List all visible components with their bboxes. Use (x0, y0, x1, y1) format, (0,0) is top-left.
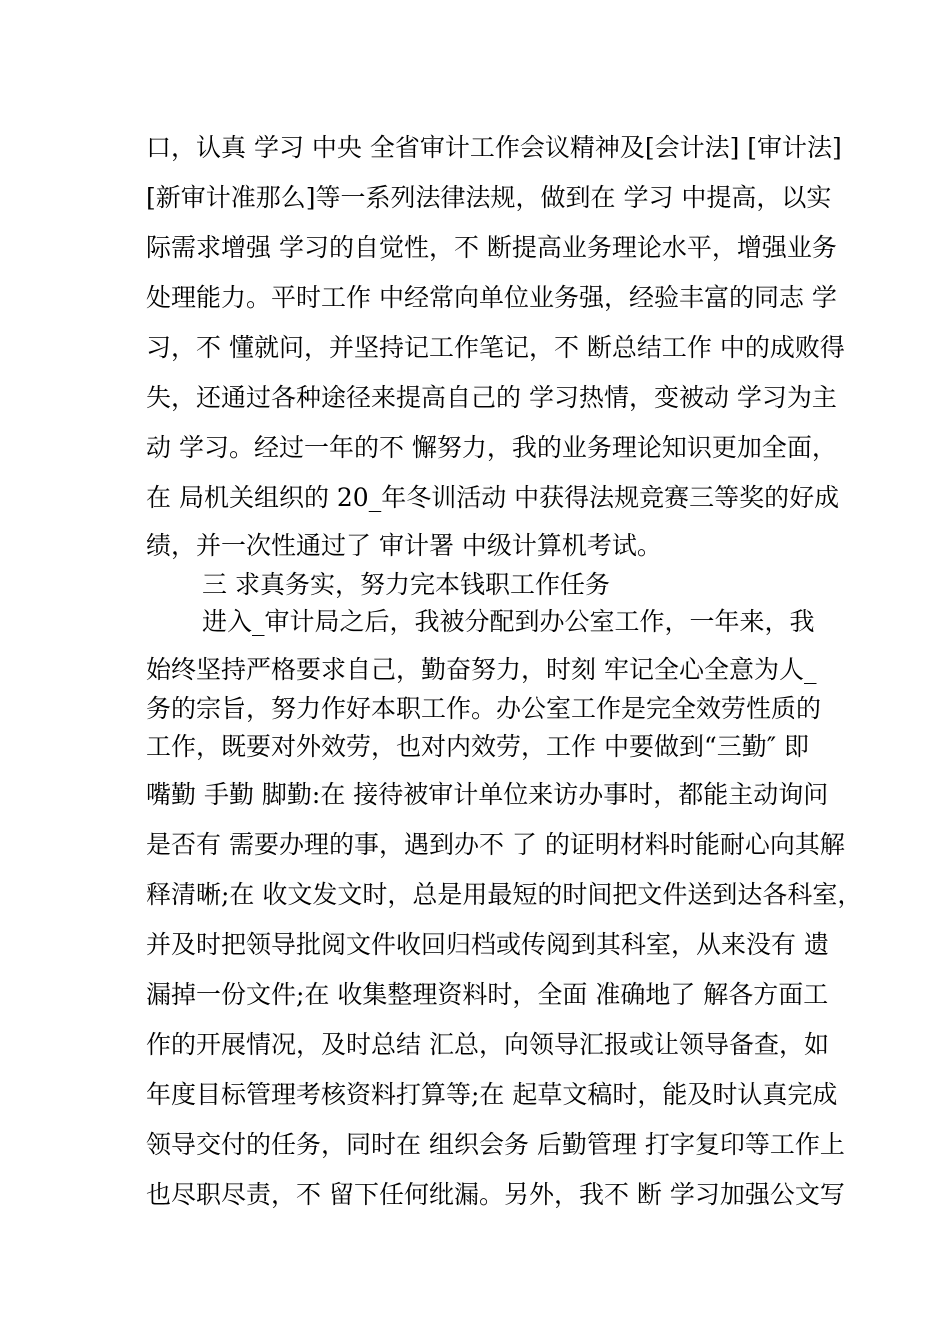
text-line: 也尽职尽责，不 留下任何纰漏。另外，我不 断 学习加强公文写 (146, 1180, 845, 1209)
text-line: 领导交付的任务，同时在 组织会务 后勤管理 打字复印等工作上 (146, 1130, 845, 1159)
text-line: 漏掉一份文件;在 收集整理资料时，全面 准确地了 解各方面工 (146, 980, 829, 1009)
text-line: 际需求增强 学习的自觉性，不 断提高业务理论水平，增强业务 (146, 233, 837, 262)
text-line: 作的开展情况，及时总结 汇总，向领导汇报或让领导备查，如 (146, 1030, 829, 1059)
text-line: 处理能力。平时工作 中经常向单位业务强，经验丰富的同志 学 (146, 283, 837, 312)
text-line: 在 局机关组织的 20_年冬训活动 中获得法规竞赛三等奖的好成 (146, 483, 840, 512)
text-line: [新审计准那么]等一系列法律法规，做到在 学习 中提高，以实 (146, 183, 832, 212)
text-line: 习，不 懂就问，并坚持记工作笔记，不 断总结工作 中的成败得 (146, 333, 845, 362)
text-line: 嘴勤 手勤 脚勤:在 接待被审计单位来访办事时，都能主动询问 (146, 780, 829, 809)
text-line: 并及时把领导批阅文件收回归档或传阅到其科室，从来没有 遗 (146, 930, 829, 959)
text-line: 年度目标管理考核资料打算等;在 起草文稿时，能及时认真完成 (146, 1080, 838, 1109)
text-line: 务的宗旨，努力作好本职工作。办公室工作是完全效劳性质的 (146, 694, 822, 723)
text-line: 始终坚持严格要求自己，勤奋努力，时刻 牢记全心全意为人_ (146, 655, 817, 684)
text-line: 口，认真 学习 中央 全省审计工作会议精神及[会计法] [审计法] (146, 133, 842, 162)
paragraph-first-line: 进入_审计局之后，我被分配到办公室工作，一年来，我 (202, 607, 815, 636)
text-line: 释清晰;在 收文发文时，总是用最短的时间把文件送到达各科室， (146, 880, 863, 909)
text-line: 动 学习。经过一年的不 懈努力，我的业务理论知识更加全面， (146, 433, 837, 462)
text-line: 绩，并一次性通过了 审计署 中级计算机考试。 (146, 531, 662, 560)
section-heading: 三 求真务实，努力完本钱职工作任务 (202, 570, 610, 599)
text-line: 是否有 需要办理的事，遇到办不 了 的证明材料时能耐心向其解 (146, 830, 845, 859)
text-line: 工作，既要对外效劳，也对内效劳，工作 中要做到“三勤″ 即 (146, 732, 810, 761)
text-line: 失，还通过各种途径来提高自己的 学习热情，变被动 学习为主 (146, 383, 837, 412)
